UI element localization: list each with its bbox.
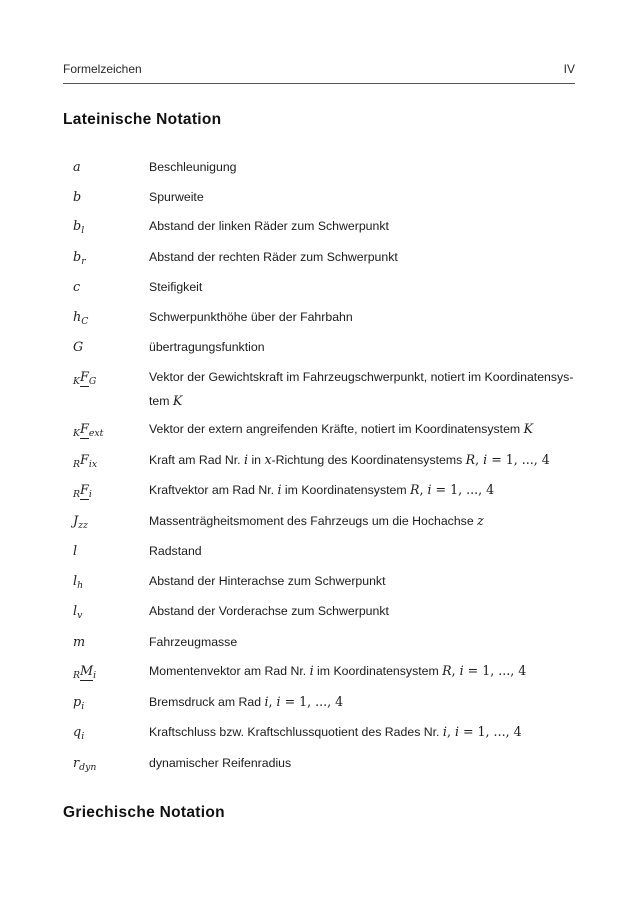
symbol: $_RF_i$ — [73, 483, 92, 500]
symbol: b — [73, 189, 82, 205]
symbol: $h_C$ — [73, 309, 89, 327]
symbol: $p_i$ — [73, 694, 85, 712]
symbol: $b_l$ — [73, 219, 85, 236]
symbol-description: Momentenvektor am Rad Nr. i im Koordinatensystem R, i = 1, ..., 4 — [149, 663, 527, 678]
symbol-description: Kraftvektor am Rad Nr. i im Koordinatensystem R, i = 1, ..., 4 — [149, 482, 495, 497]
symbol: m — [73, 634, 86, 650]
symbol: $_RF_{ix}$ — [73, 452, 98, 470]
symbol-description: Steifigkeit — [149, 280, 203, 294]
symbol-entry — [63, 365, 575, 413]
symbol: $l_h$ — [73, 573, 84, 591]
symbol-entry — [63, 509, 575, 535]
symbol: $J_{zz}$ — [73, 513, 88, 531]
symbol-entry — [63, 478, 575, 504]
symbol-description: Massenträgheitsmoment des Fahrzeugs um die Hochachse z — [149, 512, 484, 528]
symbol-entry — [63, 275, 575, 300]
running-header — [63, 62, 575, 84]
symbol: $r_{dyn}$ — [73, 755, 97, 773]
page-content — [63, 111, 575, 822]
section-title-latin: Lateinische Notation — [63, 111, 222, 128]
symbol-entry — [63, 599, 575, 625]
symbol: $_KF_G$ — [73, 369, 97, 387]
symbol-entry — [63, 630, 575, 655]
symbol: $b_r$ — [73, 249, 86, 267]
symbol-entry — [63, 448, 575, 474]
symbol-entry — [63, 214, 575, 240]
symbol-entry — [63, 245, 575, 271]
symbol-description: Schwerpunkthöhe über der Fahrbahn — [149, 309, 353, 324]
symbol-entry — [63, 690, 575, 716]
symbol-description: Abstand der linken Räder zum Schwerpunkt — [149, 219, 389, 233]
symbol-entry — [63, 417, 575, 443]
symbol-entry — [63, 659, 575, 685]
symbol: c — [73, 280, 81, 295]
symbol-description: Abstand der rechten Räder zum Schwerpunkt — [149, 249, 398, 264]
symbol: l — [73, 544, 78, 559]
page-number: IV — [563, 62, 575, 76]
symbol: $q_i$ — [73, 725, 85, 742]
symbol: a — [73, 160, 81, 175]
symbol-description: dynamischer Reifenradius — [149, 755, 292, 770]
symbol-description: Radstand — [149, 544, 202, 558]
symbol-description: Abstand der Vorderachse zum Schwerpunkt — [149, 604, 389, 618]
section-title-greek: Griechische Notation — [63, 803, 225, 821]
page-header — [63, 62, 575, 84]
symbol: $l_v$ — [73, 604, 83, 621]
symbol-list — [63, 155, 575, 777]
symbol-description: Vektor der extern angreifenden Kräfte, notiert im Koordinatensystem K — [149, 421, 533, 436]
symbol: $_RM_i$ — [73, 664, 97, 681]
symbol: G — [73, 340, 84, 355]
symbol-description: Spurweite — [149, 189, 204, 204]
symbol-entry — [63, 569, 575, 595]
symbol: $_KF_{ext}$ — [73, 422, 104, 439]
symbol-entry — [63, 155, 575, 180]
symbol-description: Fahrzeugmasse — [149, 634, 238, 649]
symbol-description: Abstand der Hinterachse zum Schwerpunkt — [149, 573, 386, 588]
symbol-entry — [63, 539, 575, 564]
symbol-entry — [63, 720, 575, 746]
symbol-description: Vektor der Gewichtskraft im Fahrzeugschwerpunkt, notiert im Koordinatensys- tem K — [149, 369, 574, 408]
header-title: Formelzeichen — [63, 62, 142, 76]
symbol-description: Beschleunigung — [149, 160, 237, 174]
symbol-description: Bremsdruck am Rad i, i = 1, ..., 4 — [149, 693, 344, 709]
symbol-entry — [63, 335, 575, 360]
symbol-description: Kraftschluss bzw. Kraftschlussquotient des Rades Nr. i, i = 1, ..., 4 — [149, 724, 522, 739]
symbol-entry — [63, 305, 575, 331]
symbol-entry — [63, 751, 575, 777]
symbol-description: Kraft am Rad Nr. i in x-Richtung des Koordinatensystems R, i = 1, ..., 4 — [149, 451, 550, 467]
symbol-description: übertragungsfunktion — [149, 340, 265, 354]
symbol-entry — [63, 185, 575, 210]
